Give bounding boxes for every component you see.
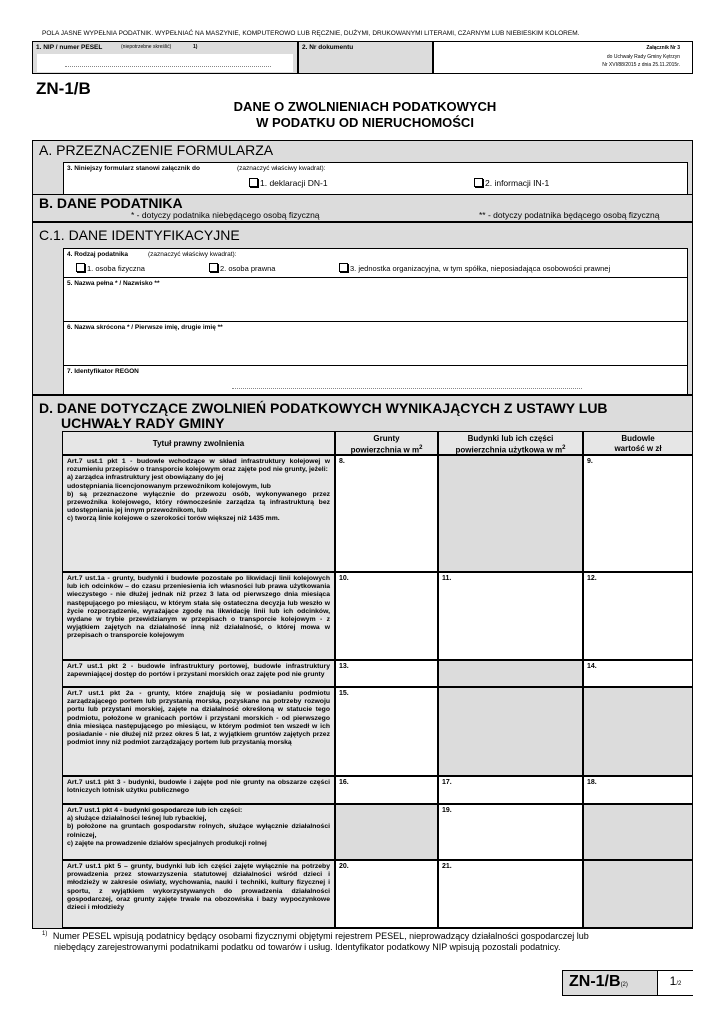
value-c2-input [335,804,438,860]
regon-dotted-line [232,388,582,389]
value-c4-input[interactable]: 12. [583,572,693,660]
field4-box [63,248,688,278]
main-title-line1: DANE O ZWOLNIENIACH PODATKOWYCH [233,99,497,114]
footer-code [569,973,628,991]
checkbox-icon[interactable] [474,178,483,187]
value-c2-input[interactable]: 10. [335,572,438,660]
value-c2-input[interactable]: 8. [335,455,438,572]
option-jednostka[interactable] [339,263,610,273]
table-row [62,660,693,687]
exemption-title-line: b) są przeznaczone wyłącznie do przewozu osób, wykonywanego przez przewoźnika kolejowego, który równocześnie zarządza tą infrastrukturą bez udostępniania jej innym przewoźnikom, lub [67,490,330,515]
exemption-title-line: c) zajęte na prowadzenie działów specjalnych produkcji rolnej [67,839,267,847]
nip-pesel-input[interactable] [37,54,293,72]
value-c4-input[interactable]: 14. [583,660,693,687]
col-budowle [583,431,693,455]
main-title [180,99,550,131]
section-b-title: B. DANE PODATNIKA [39,195,183,211]
col-budynki [438,431,583,455]
option-in1-label: 2. informacji IN-1 [485,178,550,188]
option-jednostka-label: 3. jednostka organizacyjna, w tym spółka, nieposiadająca osobowości prawnej [350,264,611,273]
footer-code-text: ZN-1/B [569,973,621,990]
exemption-title-line: Art.7 ust.1a - grunty, budynki i budowle pozostałe po likwidacji linii kolejowych lub ich odcinków – do czasu przeniesienia ich własności lub prawa użytkowania wieczystego - nie dłużej jednak niż przez 3 lata od pierwszego dnia miesiąca następującego po miesiącu, w którym stała się ostateczna decyzja lub weszło w życie rozporządzenie, wyrażające zgodę na likwidację linii lub ich odcinków, wydane w trybie przewidzianym w przepisach o transporcie kolejowym - z wyjątkiem zajętych na działalność inną niż działalność, o której mowa w przepisach o transporcie kolejowym [67,575,330,640]
checkbox-icon[interactable] [76,263,85,272]
section-d-title-line2: UCHWAŁY RADY GMINY [61,415,225,431]
exemption-title-line: c) tworzą linie kolejowe o szerokości torów większej niż 1435 mm. [67,515,280,523]
field5-input[interactable] [63,278,688,322]
nip-pesel-note: (niepotrzebne skreślić) [121,44,172,50]
footnote-sup: 1) [42,931,48,937]
col-budowle-l2: wartość w zł [614,443,662,453]
value-c2-input[interactable]: 16. [335,776,438,804]
col-grunty [335,431,438,455]
exemption-title-line: Art.7 ust.1 pkt 4 - budynki gospodarcze lub ich części: [67,807,243,814]
nip-pesel-label: 1. NIP / numer PESEL [36,44,103,51]
exemption-title-line: a) służące działalności leśnej lub rybackiej, [67,815,207,823]
section-d-title [39,401,608,431]
option-osoba-prawna-label: 2. osoba prawna [220,264,276,273]
table-header [62,431,693,455]
exemption-title [62,776,335,804]
footnote-line2: niebędący zarejestrowanymi podatnikami podatku od towarów i usług. Identyfikator podatkowy NIP wpisują pozostali podatnicy. [54,942,561,952]
col-budynki-sq: 2 [562,444,566,451]
nip-pesel-field [32,41,298,74]
option-dn1-label: 1. deklaracji DN-1 [260,178,328,188]
value-c3-input[interactable]: 21. [438,860,583,928]
section-d-title-line1: D. DANE DOTYCZĄCE ZWOLNIEŃ PODATKOWYCH WYNIKAJĄCYCH Z USTAWY LUB [39,400,608,416]
page-number [657,971,693,995]
exemption-title [62,660,335,687]
exemption-title [62,572,335,660]
table-row [62,455,693,572]
col-grunty-l1: Grunty [373,434,400,443]
field4-note: (zaznaczyć właściwy kwadrat): [148,251,237,258]
page-total: /2 [676,981,682,987]
exemption-title-line: Art.7 ust.1 pkt 2 - budowle infrastruktury portowej, budowle infrastruktury zapewniającej dostęp do portów i przystani morskich oraz zajęte pod nie grunty [67,663,330,679]
option-dn1[interactable] [249,178,328,188]
value-c3-input [438,455,583,572]
page-current: 1 [669,974,677,988]
section-b-note2: ** - dotyczy podatnika będącego osobą fizyczną [479,210,660,220]
field5-label: 5. Nazwa pełna * / Nazwisko ** [67,280,160,287]
table-row [62,776,693,804]
checkbox-icon[interactable] [209,263,218,272]
value-c3-input[interactable]: 19. [438,804,583,860]
field7-label: 7. Identyfikator REGON [67,368,139,375]
option-in1[interactable] [474,178,549,188]
value-c4-input [583,860,693,928]
col-budynki-l1: Budynki lub ich części [467,434,554,443]
col-grunty-l2: powierzchnia w m [350,445,420,455]
field6-input[interactable] [63,322,688,366]
header-instruction: POLA JASNE WYPEŁNIA PODATNIK. WYPEŁNIAĆ NA MASZYNIE, KOMPUTEROWO LUB RĘCZNIE, DUŻYMI, DRUKOWANYMI LITERAMI, CZARNYM LUB NIEBIESKIM KOLOREM. [42,30,580,37]
exemption-title [62,687,335,776]
section-c1 [32,222,693,395]
section-a [32,140,693,195]
value-c3-input[interactable]: 17. [438,776,583,804]
document-number-field [298,41,433,74]
section-b-note1: * - dotyczy podatnika niebędącego osobą fizyczną [131,210,320,220]
attachment-line3: Nr XVI/88/2015 z dnia 25.11.2015r. [602,62,680,68]
exemption-title-line: Art.7 ust.1 pkt 2a - grunty, które znajdują się w posiadaniu podmiotu zarządzającego portem lub przystanią morską, pozyskane na potrzeby rozwoju portu lub przystani morskiej, zajęte na działalność określoną w statucie tego podmiotu, położone w granicach portów i przystani morskich - od pierwszego dnia miesiąca następującego po miesiącu, w którym podmiot ten wszedł w ich posiadanie - nie dłużej niż przez okres 5 lat, z wyjątkiem gruntów zajętych przez podmiot inny niż podmiot zarządzający portem lub przystanią morską [67,690,330,747]
option-osoba-prawna[interactable] [209,263,275,273]
option-osoba-fizyczna[interactable] [76,263,145,273]
exemption-title-line: b) położone na gruntach gospodarstw rolnych, służące wyłącznie działalności rolniczej, [67,823,330,839]
table-row [62,860,693,928]
field4-label: 4. Rodzaj podatnika [67,251,129,258]
exemption-title-line: Art.7 ust.1 pkt 1 - budowle wchodzące w skład infrastruktury kolejowej w rozumieniu przepisów o transporcie kolejowym oraz zajęte pod nie grunty, jeżeli: [67,458,330,474]
value-c2-input[interactable]: 20. [335,860,438,928]
footer-box [562,970,693,996]
exemption-title [62,860,335,928]
col-budowle-l1: Budowle [621,434,655,443]
field6-label: 6. Nazwa skrócona * / Pierwsze imię, drugie imię ** [67,324,223,331]
nip-pesel-sup: 1) [193,44,198,50]
value-c4-input[interactable]: 9. [583,455,693,572]
exemption-title [62,455,335,572]
form-code: ZN-1/B [36,79,91,98]
col-title: Tytuł prawny zwolnienia [62,431,335,455]
field3-note: (zaznaczyć właściwy kwadrat): [237,165,326,172]
section-c1-title: C.1. DANE IDENTYFIKACYJNE [39,227,240,243]
table-row [62,572,693,660]
value-c3-input [438,660,583,687]
document-number-label: 2. Nr dokumentu [302,44,354,51]
col-budynki-l2: powierzchnia użytkowa w m [455,445,563,455]
attachment-line2: do Uchwały Rady Gminy Kętrzyn [606,54,680,60]
checkbox-icon[interactable] [339,263,348,272]
field3-box [63,162,688,195]
exemption-title-line: Art.7 ust.1 pkt 5 – grunty, budynki lub ich części zajęte wyłącznie na potrzeby prowadzenia przez stowarzyszenia statutowej działalności wśród dzieci i młodzieży w zakresie oświaty, wychowania, nauki i techniki, kultury fizycznej i sportu, z wyjątkiem wykorzystywanych do prowadzenia działalności gospodarczej, oraz grunty zajęte trwale na obozowiska i bazy wypoczynkowe dzieci i młodzieży [67,863,330,912]
table-row [62,804,693,860]
table-row [62,687,693,776]
value-c2-input[interactable]: 13. [335,660,438,687]
value-c4-input[interactable]: 18. [583,776,693,804]
footnote-line1: Numer PESEL wpisują podatnicy będący osobami fizycznymi objętymi rejestrem PESEL, nieprowadzący działalności gospodarczej lub [52,931,589,941]
main-title-line2: W PODATKU OD NIERUCHOMOŚCI [256,115,474,130]
col-grunty-sq: 2 [419,444,423,451]
value-c3-input[interactable]: 11. [438,572,583,660]
checkbox-icon[interactable] [249,178,258,187]
footnote [42,929,692,953]
attachment-line1: Załącznik Nr 3 [646,45,680,51]
field3-label: 3. Niniejszy formularz stanowi załącznik do [67,165,200,172]
value-c3-input [438,687,583,776]
value-c2-input[interactable]: 15. [335,687,438,776]
field7-input[interactable] [63,366,688,395]
exemption-title-line: a) zarządca infrastruktury jest obowiązany do jej [67,474,224,482]
attachment-info [433,41,693,74]
section-b [32,194,693,222]
value-c4-input [583,687,693,776]
footer-code-sub: (2) [620,982,628,988]
value-c4-input [583,804,693,860]
exemption-title [62,804,335,860]
option-osoba-fizyczna-label: 1. osoba fizyczna [87,264,145,273]
exemption-title-line: udostępniania licencjonowanym przewoźnikom kolejowym, lub [67,482,271,490]
section-a-title: A. PRZEZNACZENIE FORMULARZA [39,142,274,158]
exemption-title-line: Art.7 ust.1 pkt 3 - budynki, budowle i zajęte pod nie grunty na obszarze części lotniczych lotnisk użytku publicznego [67,779,330,795]
